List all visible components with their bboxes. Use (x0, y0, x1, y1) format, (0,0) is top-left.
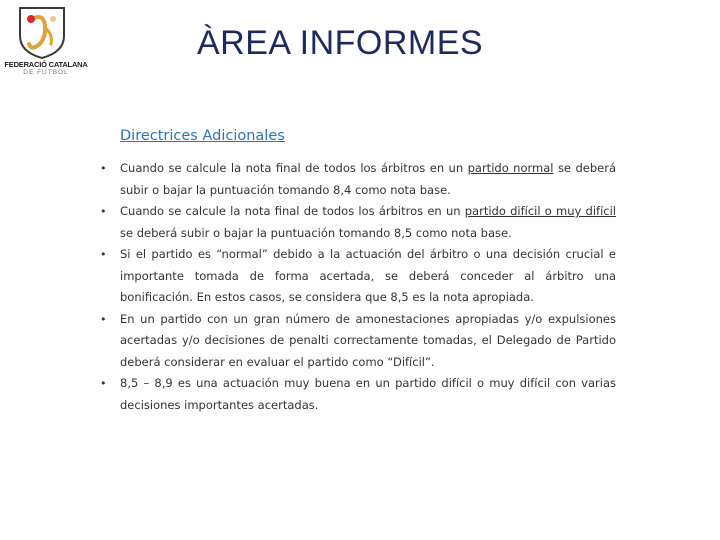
item-text: 8,5 – 8,9 es una actuación muy buena en un partido difícil o muy difícil con varias decisiones importantes acertadas. (120, 376, 616, 412)
item-emphasis: partido normal (467, 161, 554, 175)
item-text: Cuando se calcule la nota final de todos los árbitros en un (120, 204, 465, 218)
page-title: ÀREA INFORMES (197, 24, 484, 62)
list-item (96, 158, 616, 201)
section-heading: Directrices Adicionales (120, 128, 285, 144)
item-text: Cuando se calcule la nota final de todos los árbitros en un (120, 161, 468, 175)
shield-icon (17, 6, 67, 60)
bullet-icon: • (100, 162, 107, 175)
list-item (96, 309, 616, 374)
bullet-icon: • (100, 377, 107, 390)
item-text-end: se deberá subir o bajar la puntuación tomando 8,4 como nota base. (120, 161, 616, 197)
guidelines-list (96, 158, 616, 416)
list-item (96, 201, 616, 244)
item-emphasis: partido difícil o muy difícil (464, 204, 616, 218)
bullet-icon: • (100, 312, 107, 326)
list-item (96, 244, 616, 309)
logo-org-name: FEDERACIÓ CATALANA (4, 60, 88, 69)
logo-org-sub: DE FUTBOL (23, 69, 69, 76)
bullet-icon: • (100, 248, 107, 261)
bullet-icon: • (100, 205, 107, 218)
federation-logo (4, 4, 88, 76)
item-text: En un partido con un gran número de amonestaciones apropiadas y/o expulsiones acertadas y/o decisiones de penalti correctamente tomadas, el Delegado de Partido deberá considerar en evaluar el partido como “Difícil”. (120, 311, 616, 369)
item-text-end: se deberá subir o bajar la puntuación tomando 8,5 como nota base. (120, 225, 512, 240)
item-text: Si el partido es “normal” debido a la actuación del árbitro o una decisión crucial e importante tomada de forma acertada, se deberá conceder al árbitro una bonificación. En estos casos, se considera que 8,5 es la nota apropiada. (120, 247, 616, 304)
guidelines-section (96, 128, 616, 416)
list-item (96, 373, 616, 416)
